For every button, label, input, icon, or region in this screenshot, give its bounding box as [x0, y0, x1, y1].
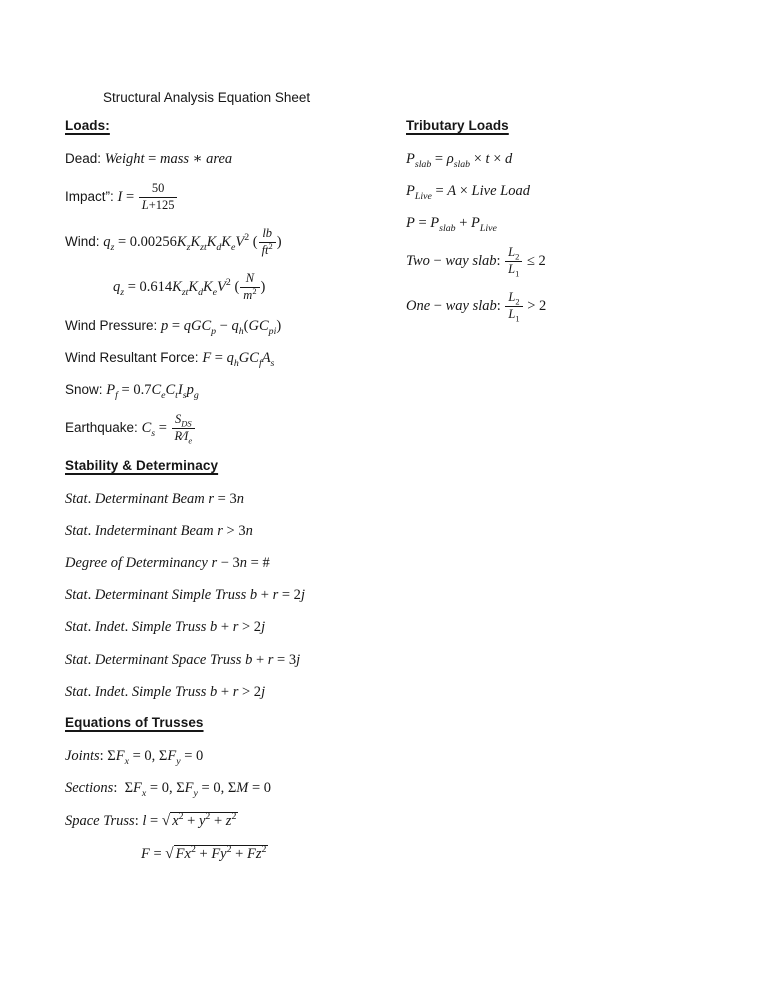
equation-line [65, 586, 410, 604]
equation-line [113, 272, 410, 303]
equation-math: Stat. Indet. Simple Truss b + r > 2j [65, 619, 266, 636]
equation-math: $F = q_hGC_fA_s$ [202, 349, 275, 369]
equation-line [65, 381, 410, 399]
equation-label: Wind: [65, 233, 104, 249]
equation-line [65, 349, 410, 367]
section-heading [65, 715, 410, 732]
equation-line [406, 182, 746, 200]
equation-math: I = $\frac{50}{L+125}$ [118, 189, 179, 205]
equation-line [65, 651, 410, 669]
equation-line [65, 618, 410, 636]
equation-line [65, 227, 410, 258]
equation-math: $P = P_{slab} + P_{Live}$ [406, 215, 497, 235]
equation-math: $p = qGC_p - q_h(GC_{pi})$ [161, 317, 282, 337]
equation-line [65, 413, 410, 444]
equation-math: $C_s$ = $S_{DS}$ $R∕I_e$ [142, 420, 197, 436]
equation-math: $P_{slab} = \rho_{slab} \times t \times d$ [406, 150, 513, 170]
equation-line [406, 291, 746, 322]
equation-label: Snow: [65, 381, 107, 397]
equation-math: $P_f = 0.7C_eC_tI_sp_g$ [106, 381, 199, 401]
equation-label: Earthquake: [65, 419, 142, 435]
equation-math: Weight = mass ∗ area [104, 150, 233, 167]
equation-label: Impact”: [65, 188, 118, 204]
section-heading [65, 458, 410, 475]
equation-line [65, 182, 410, 213]
equation-math: Stat. Determinant Simple Truss b + r = 2j [65, 587, 305, 604]
equation-math: $q_z = 0.614K_{zt}K_dK_eV^2$ ( $\frac{N}{m^2}$ ) [113, 270, 266, 302]
equation-math: Stat. Indet. Simple Truss b + r > 2j [65, 683, 266, 700]
equation-math: One − way slab: $\frac{L_2}{L_1}$ > 2 [406, 290, 547, 324]
document-title: Structural Analysis Equation Sheet [103, 90, 311, 105]
equation-line [65, 317, 410, 335]
equation-line [65, 683, 410, 701]
equation-label: Wind Resultant Force: [65, 349, 203, 365]
equation-line [406, 246, 746, 277]
equation-line [65, 811, 410, 830]
equation-line [65, 490, 410, 508]
section-heading [406, 118, 746, 135]
section-heading-label: Loads: [65, 118, 110, 133]
equation-line [65, 522, 410, 540]
equation-math: Joints: $\Sigma F_x = 0$, $\Sigma F_y = 0$ [65, 747, 204, 767]
section-heading-label: Tributary Loads [406, 118, 509, 133]
section-heading [65, 118, 410, 135]
equation-math: $P_{Live} = A$ × Live Load [406, 183, 530, 202]
left-column [65, 118, 410, 877]
equation-math: Stat. Indeterminant Beam r > 3n [65, 523, 253, 539]
equation-math: Sections: $\Sigma F_x = 0$, $\Sigma F_y = 0$, ΣM = 0 [65, 779, 272, 799]
right-column [406, 118, 746, 336]
equation-line [65, 150, 410, 168]
equation-math: Stat. Determinant Space Truss b + r = 3j [65, 651, 301, 668]
equation-line [65, 747, 410, 765]
equation-math: $q_z = 0.00256K_zK_{zt}K_dK_eV^2$ ( $\frac{lb}{ft^2}$ ) [103, 225, 282, 257]
section-heading-label: Stability & Determinacy [65, 458, 219, 473]
equation-math: Stat. Determinant Beam r = 3n [65, 490, 244, 507]
section-heading-label: Equations of Trusses [65, 714, 204, 730]
equation-label: Dead: [65, 150, 105, 166]
equation-line [406, 214, 746, 235]
equation-line [141, 844, 410, 863]
equation-line [65, 554, 410, 572]
equation-math: Degree of Determinancy r − 3n = # [65, 555, 270, 572]
equation-math: F = √ $Fx^2 + Fy^2 + Fz^2$ [141, 844, 267, 862]
equation-label: Wind Pressure: [65, 317, 162, 333]
equation-line [406, 150, 746, 168]
equation-math: Space Truss: l = √ $x^2 + y^2 + z^2$ [65, 811, 237, 829]
equation-line [65, 779, 410, 797]
equation-math: Two − way slab: $\frac{L_2}{L_1}$ ≤ 2 [406, 245, 546, 279]
